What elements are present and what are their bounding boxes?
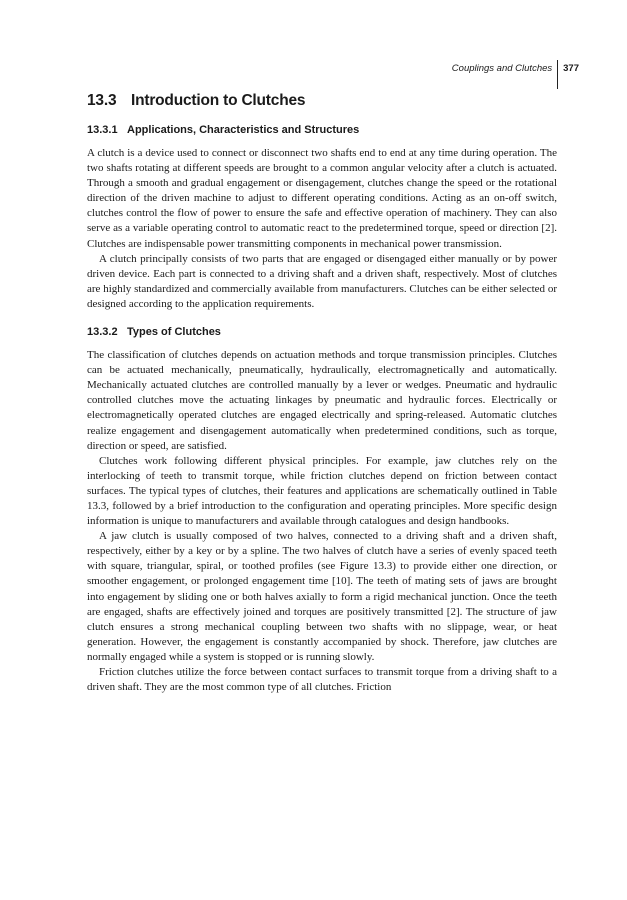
paragraph: A clutch is a device used to connect or disconnect two shafts end to end at any time during operation. The two shafts rotating at different speeds are brought to a common angular velocity after a clutch is actuated. Through a smooth and gradual engagement or disengagement, clutches change the speed or the rotational direction of the driven machine to adjust to different operating conditions. Acting as an on-off switch, clutches control the flow of power to ensure the safe and effective operation of machinery. They can also serve as a variable operating control to automatic react to the predetermined torque, speed or direction [2]. Clutches are indispensable power transmitting components in mechanical power transmission. xyxy=(87,147,557,250)
section-heading xyxy=(87,92,557,110)
section-number: 13.3 xyxy=(87,92,117,109)
subsection-title: Applications, Characteristics and Structures xyxy=(127,124,360,136)
paragraph: A clutch principally consists of two parts that are engaged or disengaged either manually or by power driven device. Each part is connected to a driving shaft and a driven shaft, respectively. Most of clutches are highly standardized and commercially available from manufacturers. Clutches can be either selected or designed according to the application requirements. xyxy=(87,252,557,310)
subsection-heading-applications xyxy=(87,124,557,136)
paragraph: Clutches work following different physical principles. For example, jaw clutches rely on the interlocking of teeth to transmit torque, while friction clutches depend on friction between contact surfaces. The typical types of clutches, their features and applications are schematically outlined in Table 13.3, followed by a brief introduction to the configuration and operating principles. More specific design information is unique to manufacturers and available through catalogues and design handbooks. xyxy=(87,454,557,528)
page-number: 377 xyxy=(563,63,579,74)
section-title: Introduction to Clutches xyxy=(131,92,306,109)
subsection-number: 13.3.2 xyxy=(87,326,118,339)
page-body xyxy=(87,92,557,695)
paragraph: The classification of clutches depends on actuation methods and torque transmission principles. Clutches can be actuated mechanically, pneumatically, hydraulically, electromagnetically and automatically. Mechanically actuated clutches are controlled manually by a lever or wedges. Pneumatic and hydraulic controlled clutches move the actuating linkages by pneumatic and hydraulic forces. Electrically or electromagnetically operated clutches are engaged electrically and spring-released. Automatic clutches realize engagement and disengagement automatically when predetermined conditions, such as torque, direction or speed, are satisfied. xyxy=(87,349,557,452)
subsection-title: Types of Clutches xyxy=(127,326,221,339)
paragraph: A jaw clutch is usually composed of two halves, connected to a driving shaft and a driven shaft, respectively, either by a key or by a spline. The two halves of clutch have a series of evenly spaced teeth with square, triangular, spiral, or toothed profiles (see Figure 13.3) to provide either one direction, or smoother engagement, or prolonged engagement time [10]. The teeth of mating sets of jaws are brought into engagement by sliding one or both halves axially to form a rigid mechanical junction. Once the teeth are engaged, shafts are effectively joined and torques are positively transmitted [2]. The structure of jaw clutch ensures a strong mechanical coupling between two shafts with no slippage, wear, or heat generation. However, the engagement is constantly accompanied by shock. Therefore, jaw clutches are normally engaged while a system is stopped or is running slowly. xyxy=(87,530,557,663)
paragraph: Friction clutches utilize the force between contact surfaces to transmit torque from a driving shaft to a driven shaft. They are the most common type of all clutches. Friction xyxy=(87,666,557,694)
subsection-heading-types xyxy=(87,326,557,338)
running-header xyxy=(452,60,579,90)
running-title: Couplings and Clutches xyxy=(451,63,553,74)
subsection-number: 13.3.1 xyxy=(87,124,118,136)
